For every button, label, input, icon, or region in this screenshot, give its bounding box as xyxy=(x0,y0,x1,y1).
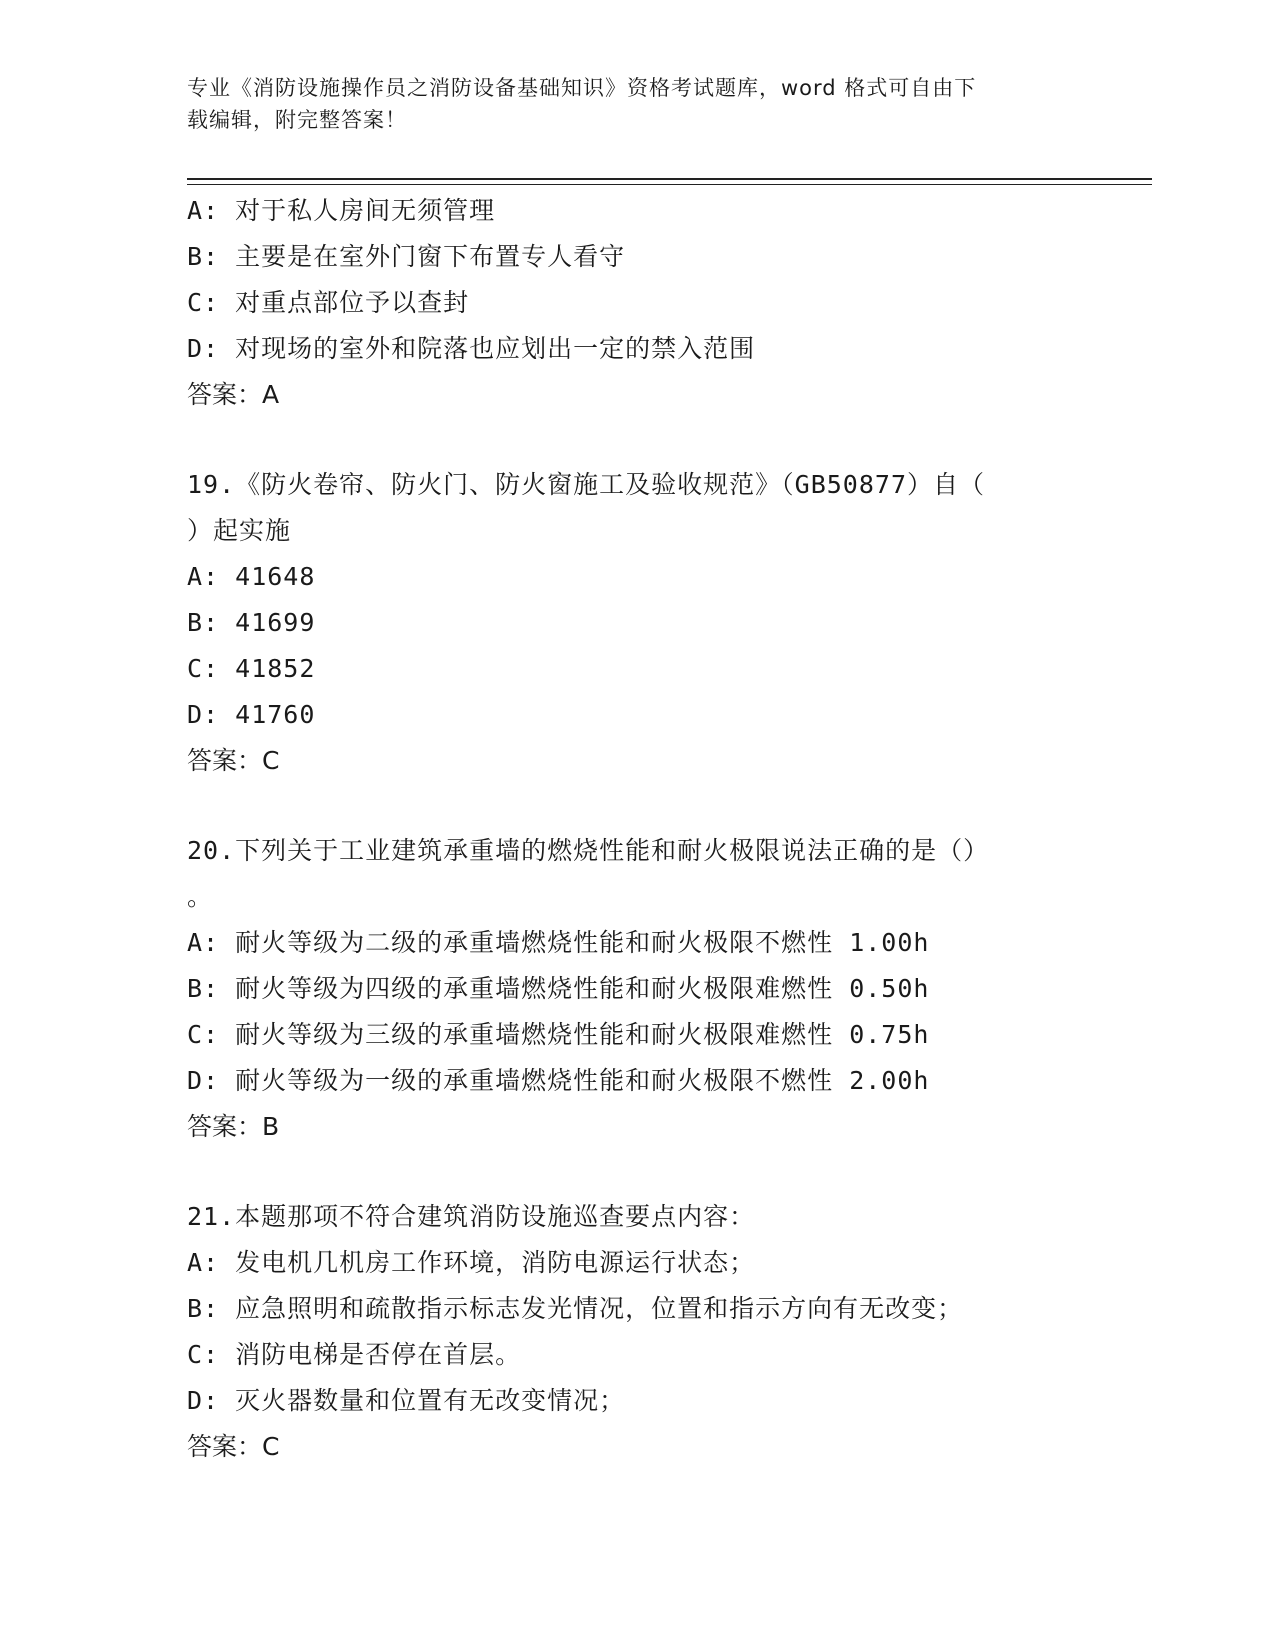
answer-line: 答案：C xyxy=(187,1432,280,1461)
question-text-line-1: 21.本题那项不符合建筑消防设施巡查要点内容： xyxy=(187,1202,756,1231)
question-list xyxy=(187,188,1087,1470)
option-a: A: 对于私人房间无须管理 xyxy=(187,196,496,225)
header-divider-thin xyxy=(187,184,1152,185)
option-d: D: 对现场的室外和院落也应划出一定的禁入范围 xyxy=(187,334,756,363)
answer-line: 答案：A xyxy=(187,380,280,409)
question-21 xyxy=(187,1194,1087,1470)
option-d: D: 41760 xyxy=(187,700,316,729)
option-c: C: 消防电梯是否停在首层。 xyxy=(187,1340,522,1369)
option-b: B: 主要是在室外门窗下布置专人看守 xyxy=(187,242,626,271)
option-d: D: 灭火器数量和位置有无改变情况； xyxy=(187,1386,626,1415)
option-c: C: 41852 xyxy=(187,654,316,683)
answer-line: 答案：B xyxy=(187,1112,280,1141)
header-divider-thick xyxy=(187,178,1152,180)
option-a: A: 耐火等级为二级的承重墙燃烧性能和耐火极限不燃性 1.00h xyxy=(187,928,930,957)
question-text-line-2: ）起实施 xyxy=(187,516,292,545)
answer-line: 答案：C xyxy=(187,746,280,775)
question-text-line-1: 19.《防火卷帘、防火门、防火窗施工及验收规范》（GB50877）自（ xyxy=(187,470,986,499)
question-text-line-2: 。 xyxy=(187,882,214,911)
option-b: B: 41699 xyxy=(187,608,316,637)
option-c: C: 耐火等级为三级的承重墙燃烧性能和耐火极限难燃性 0.75h xyxy=(187,1020,930,1049)
option-d: D: 耐火等级为一级的承重墙燃烧性能和耐火极限不燃性 2.00h xyxy=(187,1066,930,1095)
question-20 xyxy=(187,828,1087,1150)
question-18 xyxy=(187,188,1087,418)
option-b: B: 耐火等级为四级的承重墙燃烧性能和耐火极限难燃性 0.50h xyxy=(187,974,930,1003)
header-line-1: 专业《消防设施操作员之消防设备基础知识》资格考试题库，word 格式可自由下 xyxy=(187,76,977,100)
option-b: B: 应急照明和疏散指示标志发光情况，位置和指示方向有无改变； xyxy=(187,1294,964,1323)
option-c: C: 对重点部位予以查封 xyxy=(187,288,470,317)
question-text-line-1: 20.下列关于工业建筑承重墙的燃烧性能和耐火极限说法正确的是（） xyxy=(187,836,990,865)
option-a: A: 41648 xyxy=(187,562,316,591)
option-a: A: 发电机几机房工作环境，消防电源运行状态； xyxy=(187,1248,756,1277)
header-line-2: 载编辑，附完整答案！ xyxy=(187,108,407,132)
document-header xyxy=(187,72,1087,136)
question-19 xyxy=(187,462,1087,784)
